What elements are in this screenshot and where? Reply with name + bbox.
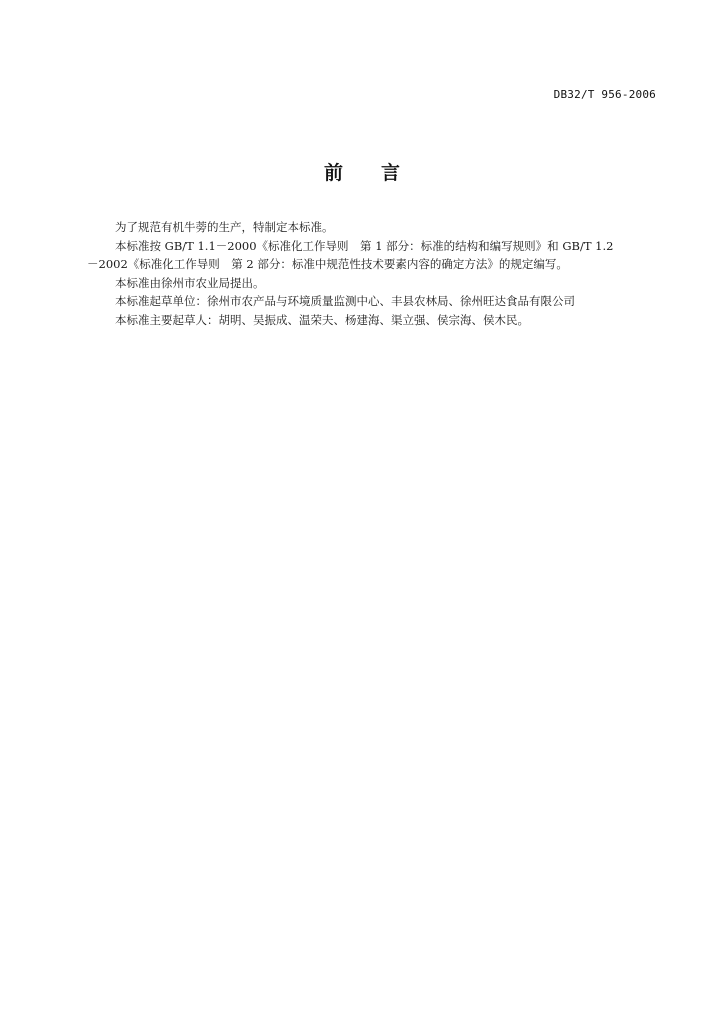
page-title: 前言: [323, 162, 438, 184]
document-code: DB32/T 956-2006: [553, 88, 656, 101]
paragraph-drafting-units: 本标准起草单位：徐州市农产品与环境质量监测中心、丰县农林局、徐州旺达食品有限公司: [115, 294, 575, 308]
paragraph-drafters: 本标准主要起草人：胡明、吴振成、温荣夫、杨建海、渠立强、侯宗海、侯木民。: [115, 312, 529, 327]
document-body: [87, 218, 632, 329]
paragraph-standard-basis: 本标准按 GB/T 1.1－2000《标准化工作导则 第 1 部分：标准的结构和编写规则》和 GB/T 1.2: [115, 238, 614, 253]
paragraph-standard-basis-continued: －2002《标准化工作导则 第 2 部分：标准中规范性技术要素内容的确定方法》的规定编写。: [87, 257, 568, 271]
paragraph-proposer: 本标准由徐州市农业局提出。: [115, 275, 265, 290]
paragraph-purpose: 为了规范有机牛蒡的生产，特制定本标准。: [115, 220, 334, 234]
